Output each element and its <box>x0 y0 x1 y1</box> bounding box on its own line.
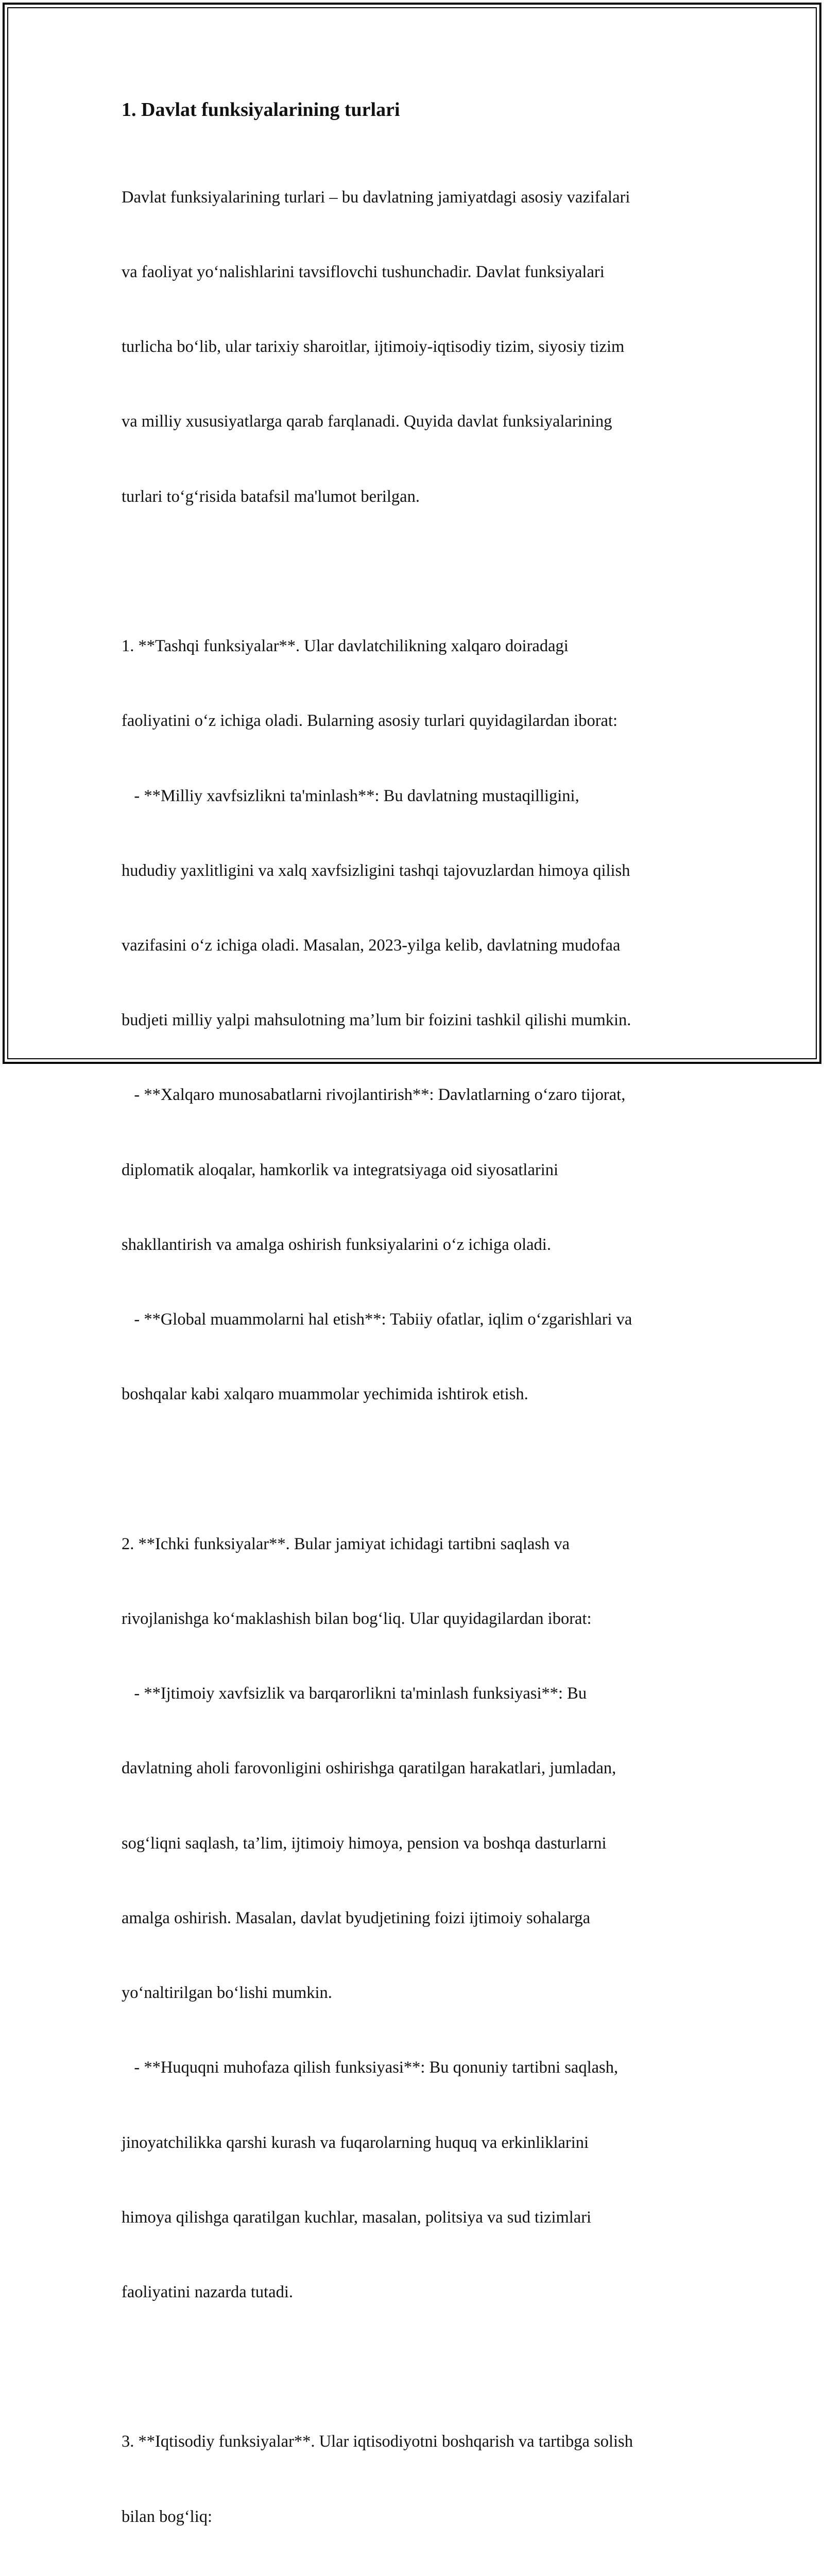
document-title: 1. Davlat funksiyalarining turlari <box>122 99 400 121</box>
blank-line <box>122 559 714 584</box>
text-line: - **Milliy xavfsizlikni ta'minlash**: Bu davlatning mustaqilligini, <box>122 786 579 805</box>
text-line: budjeti milliy yalpi mahsulotning ma’lum bir foizini tashkil qilishi mumkin. <box>122 1011 631 1030</box>
text-line: Davlat funksiyalarining turlari – bu davlatning jamiyatdagi asosiy vazifalari <box>122 188 630 207</box>
text-line: shakllantirish va amalga oshirish funksiyalarini o‘z ichiga oladi. <box>122 1235 551 1254</box>
text-line: vazifasini o‘z ichiga oladi. Masalan, 2023-yilga kelib, davlatning mudofaa <box>122 936 621 955</box>
text-line: sog‘liqni saqlash, ta’lim, ijtimoiy himoya, pension va boshqa dasturlarni <box>122 1834 607 1853</box>
text-line: 1. **Tashqi funksiyalar**. Ular davlatchilikning xalqaro doiradagi <box>122 637 569 656</box>
text-line: boshqalar kabi xalqaro muammolar yechimida ishtirok etish. <box>122 1385 528 1404</box>
text-line: - **Global muammolarni hal etish**: Tabiiy ofatlar, iqlim o‘zgarishlari va <box>122 1310 632 1329</box>
text-line: va milliy xususiyatlarga qarab farqlanadi. Quyida davlat funksiyalarining <box>122 412 612 431</box>
text-line: davlatning aholi farovonligini oshirishga qaratilgan harakatlari, jumladan, <box>122 1759 616 1778</box>
document-body <box>122 135 714 2576</box>
text-line: - **Huquqni muhofaza qilish funksiyasi**: Bu qonuniy tartibni saqlash, <box>122 2058 619 2077</box>
text-line: yo‘naltirilgan bo‘lishi mumkin. <box>122 1984 332 2003</box>
blank-line <box>122 1457 714 1482</box>
text-line: bilan bog‘liq: <box>122 2507 213 2526</box>
text-line: faoliyatini o‘z ichiga oladi. Bularning asosiy turlari quyidagilardan iborat: <box>122 711 618 731</box>
document-page <box>122 97 714 2576</box>
text-line: diplomatik aloqalar, hamkorlik va integratsiyaga oid siyosatlarini <box>122 1160 558 1179</box>
text-line: - **Ijtimoiy xavfsizlik va barqarorlikni ta'minlash funksiyasi**: Bu <box>122 1684 587 1703</box>
text-line: va faoliyat yo‘nalishlarini tavsiflovchi tushunchadir. Davlat funksiyalari <box>122 263 605 282</box>
text-line: amalga oshirish. Masalan, davlat byudjetining foizi ijtimoiy sohalarga <box>122 1908 591 1927</box>
text-line: 2. **Ichki funksiyalar**. Bular jamiyat ichidagi tartibni saqlash va <box>122 1534 570 1553</box>
text-line: - **Xalqaro munosabatlarni rivojlantirish**: Davlatlarning o‘zaro tijorat, <box>122 1086 626 1105</box>
blank-line <box>122 2354 714 2379</box>
text-line: faoliyatini nazarda tutadi. <box>122 2282 293 2301</box>
text-line: hududiy yaxlitligini va xalq xavfsizligini tashqi tajovuzlardan himoya qilish <box>122 861 630 880</box>
text-line: himoya qilishga qaratilgan kuchlar, masalan, politsiya va sud tizimlari <box>122 2208 592 2227</box>
text-line: turlicha bo‘lib, ular tarixiy sharoitlar, ijtimoiy-iqtisodiy tizim, siyosiy tizim <box>122 337 625 357</box>
text-line: 3. **Iqtisodiy funksiyalar**. Ular iqtisodiyotni boshqarish va tartibga solish <box>122 2432 633 2451</box>
text-line: jinoyatchilikka qarshi kurash va fuqarolarning huquq va erkinliklarini <box>122 2133 589 2152</box>
text-line: rivojlanishga ko‘maklashish bilan bog‘liq. Ular quyidagilardan iborat: <box>122 1609 592 1628</box>
text-line: turlari to‘g‘risida batafsil ma'lumot berilgan. <box>122 487 420 506</box>
